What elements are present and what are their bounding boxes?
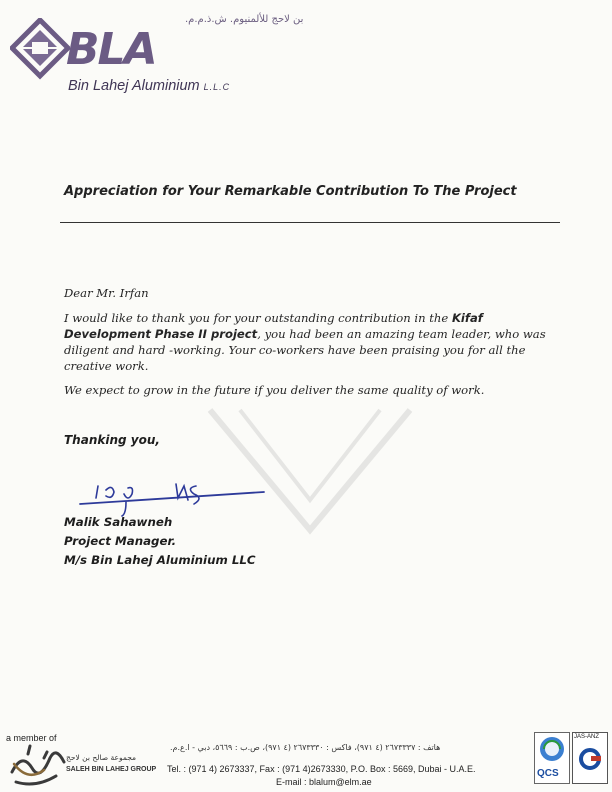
paragraph-thanks [64, 310, 564, 374]
company-name-text: Bin Lahej Aluminium [68, 78, 200, 94]
letter-subject: Appreciation for Your Remarkable Contribution To The Project [64, 184, 517, 199]
company-arabic-name: بن لاحج للألمنيوم. ش.ذ.م.م. [185, 14, 304, 25]
project-name: Kifaf Development Phase II project [64, 311, 483, 341]
jas-anz-label: JAS-ANZ [574, 734, 600, 740]
signature-block [64, 513, 256, 570]
paragraph-expectation: We expect to grow in the future if you deliver the same quality of work. [64, 383, 485, 397]
signer-name: Malik Sahawneh [64, 515, 173, 529]
paragraph-thanks-rest: , you had been an amazing team leader, who was diligent and hard -working. Your co-workers have been praising you for all the creative work. [64, 327, 546, 373]
company-suffix: L.L.C [203, 82, 231, 92]
salutation: Dear Mr. Irfan [64, 286, 149, 300]
email-line: E-mail : blalum@elm.ae [276, 777, 372, 787]
group-name: SALEH BIN LAHEJ GROUP [66, 766, 157, 773]
member-label: a member of [6, 733, 57, 743]
company-logo-icon [10, 18, 70, 80]
group-arabic-name: مجموعة صالح بن لاحج [66, 753, 137, 762]
group-calligraphy-logo-icon [6, 742, 68, 790]
contact-line: Tel. : (971 4) 2673337, Fax : (971 4)2673330, P.O. Box : 5669, Dubai - U.A.E. [167, 764, 476, 774]
logo-wordmark: BLA [66, 24, 156, 75]
contact-arabic: هاتف : ٢٦٧٣٣٣٧ (٤ ٩٧١)، فاكس : ٢٦٧٣٣٣٠ (٤ ٩٧١)، ص.ب : ٥٦٦٩، دبي - ا.ع.م. [170, 743, 441, 752]
signer-company: M/s Bin Lahej Aluminium LLC [64, 553, 256, 567]
subject-divider [60, 222, 560, 223]
qcs-label: QCS [537, 768, 559, 779]
signer-title: Project Manager. [64, 534, 177, 548]
company-name [68, 78, 230, 94]
paragraph-thanks-intro: I would like to thank you for your outstanding contribution in the [64, 311, 452, 325]
closing: Thanking you, [64, 433, 160, 447]
